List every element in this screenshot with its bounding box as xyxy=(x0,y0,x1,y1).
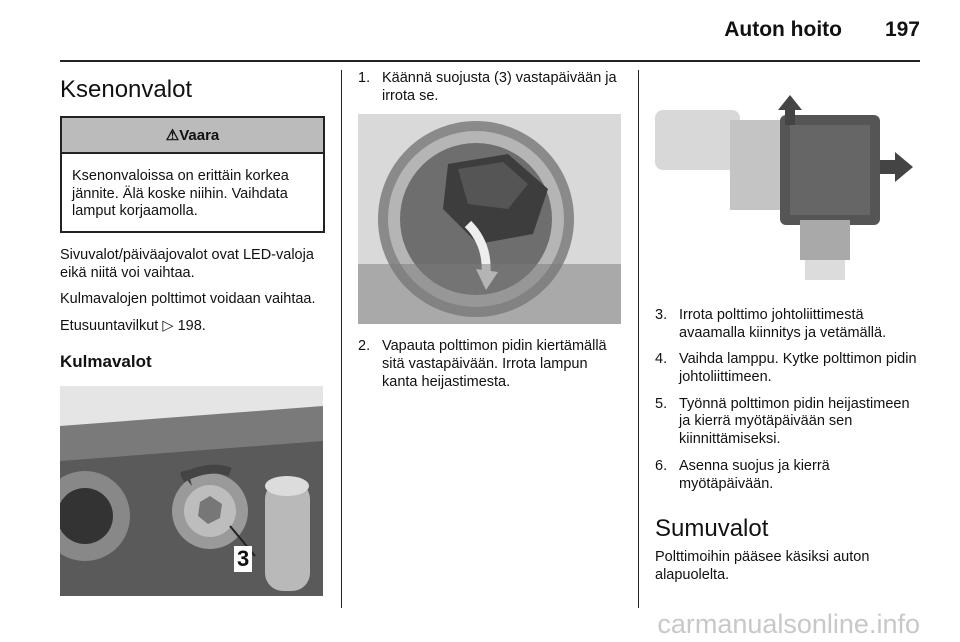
column-1 xyxy=(60,70,325,596)
warning-label: Vaara xyxy=(179,127,220,144)
turn-signals-page-ref: 198. xyxy=(177,318,206,335)
column-separator-right xyxy=(638,70,639,608)
watermark: carmanualsonline.info xyxy=(657,609,920,639)
subheading-corner-lights: Kulmavalot xyxy=(60,351,152,371)
paragraph-fog-lights: Polttimoihin pääsee käsiksi auton alapuolelta. xyxy=(655,549,870,583)
step-number: 5. xyxy=(655,395,668,412)
paragraph-corner-bulbs: Kulmavalojen polttimot voidaan vaihtaa. xyxy=(60,291,316,308)
step-6 xyxy=(655,458,920,493)
paragraph-turn-signals xyxy=(60,318,325,336)
page-ref-icon: ▷ xyxy=(162,318,174,335)
section-title-fog-lights: Sumuvalot xyxy=(655,515,769,543)
step-number: 2. xyxy=(358,338,371,355)
step-4 xyxy=(655,351,920,386)
column-separator-left xyxy=(341,70,342,608)
step-text: Käännä suojusta (3) vastapäivään ja irrota se. xyxy=(382,70,617,104)
figure-callout-3: 3 xyxy=(234,546,252,572)
headlamp-housing-illustration xyxy=(358,114,621,324)
step-number: 6. xyxy=(655,457,668,474)
step-text: Työnnä polttimon pidin heijastimeen ja kierrä myötäpäivään sen kiinnittämiseksi. xyxy=(679,395,910,448)
page-number: 197 xyxy=(884,18,920,41)
step-5 xyxy=(655,396,920,449)
turn-signals-text: Etusuuntavilkut xyxy=(60,318,159,335)
step-text: Asenna suojus ja kierrä myötäpäivään. xyxy=(679,457,830,492)
engine-bay-illustration xyxy=(60,386,323,596)
step-number: 3. xyxy=(655,307,668,323)
column-3 xyxy=(655,70,920,594)
step-number: 4. xyxy=(655,351,668,368)
step-2 xyxy=(358,338,623,391)
figure-headlamp-holder xyxy=(358,114,621,324)
section-title: Ksenonvalot xyxy=(60,76,193,103)
step-text: Vapauta polttimon pidin kiertämällä sitä vastapäivään. Irrota lampun kanta heijastimesta. xyxy=(382,338,607,390)
step-number: 1. xyxy=(358,70,371,86)
figure-corner-light-cover xyxy=(60,386,323,596)
warning-header xyxy=(62,118,323,154)
warning-text: Ksenonvaloissa on erittäin korkea jännite. Älä koske niihin. Vaihdata lamput korjaamolla. xyxy=(72,168,289,220)
step-1 xyxy=(358,70,623,105)
warning-box xyxy=(60,116,325,233)
header-title: Auton hoito xyxy=(724,18,842,41)
header-rule xyxy=(60,60,920,62)
bulb-connector-illustration xyxy=(655,70,918,285)
column-2 xyxy=(358,70,623,400)
step-text: Vaihda lamppu. Kytke polttimon pidin johtoliittimeen. xyxy=(679,351,917,386)
step-3 xyxy=(655,307,920,342)
figure-bulb-connector xyxy=(655,70,918,285)
paragraph-led: Sivuvalot/päiväajovalot ovat LED-valoja eikä niitä voi vaihtaa. xyxy=(60,247,314,281)
warning-icon: ⚠ xyxy=(165,127,180,144)
step-text: Irrota polttimo johtoliittimestä avaamalla kiinnitys ja vetämällä. xyxy=(679,307,887,341)
